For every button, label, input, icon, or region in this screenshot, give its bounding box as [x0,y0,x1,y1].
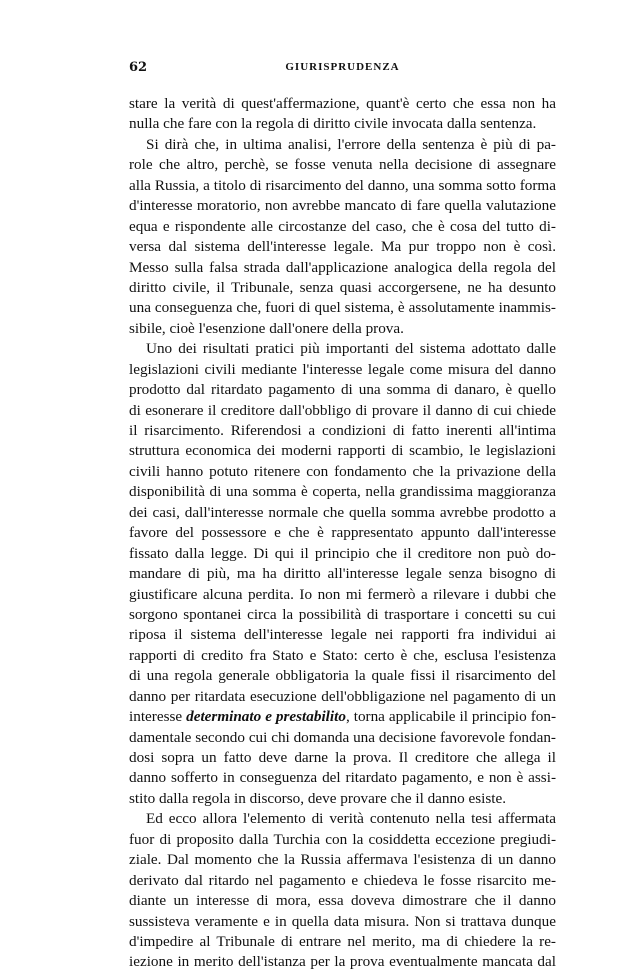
text-line: dei casi, dall'interesse normale che quella somma avrebbe prodotto a [129,503,556,521]
text-line: Messo sulla falsa strada dall'applicazione analogica della regola del [129,258,556,276]
text-line-mixed [129,707,556,727]
text-line: fuor di proposito dalla Turchia con la cosiddetta eccezione pregiudi- [129,830,556,848]
text-line: diante un interesse di mora, essa doveva dimostrare che il danno [129,892,556,910]
page-number: 62 [129,60,148,75]
text-line: d'impedire al Tribunale di entrare nel merito, ma di chiedere la re- [129,932,556,950]
text-line: riposa il sistema dell'interesse legale nei rapporti fra individui ai [129,626,556,644]
text-line: stare la verità di quest'affermazione, quant'è certo che essa non ha [129,95,556,112]
text-line: rapporti di credito fra Stato e Stato: certo è che, esclusa l'esistenza [129,646,556,664]
text-line: di esonerare il creditore dall'obbligo di provare il danno di cui chiede [129,401,556,419]
italic-phrase: determinato e prestabilito [186,708,346,726]
text-line: ziale. Dal momento che la Russia affermava l'esistenza di un danno [129,851,556,869]
text-line: danno sofferto in conseguenza del ritardato pagamento, e non è assi- [129,769,556,787]
text-line: iezione in merito dell'istanza per la prova eventualmente mancata dal [129,953,556,971]
text-line: disponibilità di una somma è coperta, nella grandissima maggioranza [129,483,556,501]
text-line: alla Russia, a titolo di risarcimento del danno, una somma sotto forma [129,176,556,194]
text-line: Ed ecco allora l'elemento di verità contenuto nella tesi affermata [146,810,556,828]
text-line: sussisteva veramente e in quella data misura. Non si trattava dunque [129,912,556,930]
text-line: d'interesse moratorio, non avrebbe mancato di fare quella valutazione [129,197,556,215]
text-line: Uno dei risultati pratici più importanti del sistema adottato dalle [146,340,556,358]
text-line: equa e rispondente alle circostanze del caso, che è cosa del tutto di- [129,217,556,235]
text-line: dosi sopra un fatto deve darne la prova. Il creditore che allega il [129,749,556,766]
text-line: role che altro, perchè, se fosse venuta nella decisione di assegnare [129,156,556,174]
text-line: derivato dal ritardo nel pagamento e chiedeva le fosse risarcito me- [129,871,556,889]
text-line: di una regola generale obbligatoria la quale fissi il risarcimento del [129,667,556,685]
text-run: , torna applicabile il principio fon- [345,708,556,726]
text-line: Si dirà che, in ultima analisi, l'errore della sentenza è più di pa- [146,135,556,153]
text-line: nulla che fare con la regola di diritto civile invocata dalla sentenza. [129,115,537,133]
text-line: giustificare alcuna perdita. Io non mi fermerò a rilevare i dubbi che [129,585,556,603]
text-line: civili hanno potuto ritenere con fondamento che la privazione della [129,462,556,480]
text-line: favore del possessore e che è rappresentato appunto dall'interesse [129,524,556,542]
running-head [129,60,556,80]
text-line: versa dal sistema dell'interesse legale. Ma pur troppo non è così. [129,238,556,256]
text-line: una conseguenza che, fuori di quel sistema, è assolutamente inammis- [129,299,556,317]
text-line: diritto civile, il Tribunale, senza quasi accorgersene, ne ha desunto [129,278,556,296]
text-line: sibile, cioè l'esenzione dall'onere della prova. [129,319,404,337]
header-title: GIURISPRUDENZA [285,61,400,73]
text-line: stito dalla regola in discorso, deve provare che il danno esiste. [129,789,507,807]
text-line: sorgono spontanei circa la possibilità di trasportare i concetti su cui [129,605,556,623]
text-line: prodotto dal ritardato pagamento di una somma di danaro, è quello [129,381,556,399]
text-line: struttura economica dei moderni rapporti di scambio, le legislazioni [129,442,556,460]
text-line: mandare di più, ma ha diritto all'interesse legale senza bisogno di [129,565,556,583]
text-line: danno per ritardata esecuzione dell'obbligazione nel pagamento di un [129,687,556,705]
text-line: il risarcimento. Riferendosi a condizioni di fatto inerenti all'intima [129,422,556,439]
text-run: interesse [129,708,183,726]
text-line: legislazioni civili mediante l'interesse legale come misura del danno [129,360,556,378]
text-line: damentale secondo cui chi domanda una decisione favorevole fondan- [129,728,556,746]
text-line: fissato dalla legge. Di qui il principio che il creditore non può do- [129,544,556,562]
body-text [129,94,556,973]
